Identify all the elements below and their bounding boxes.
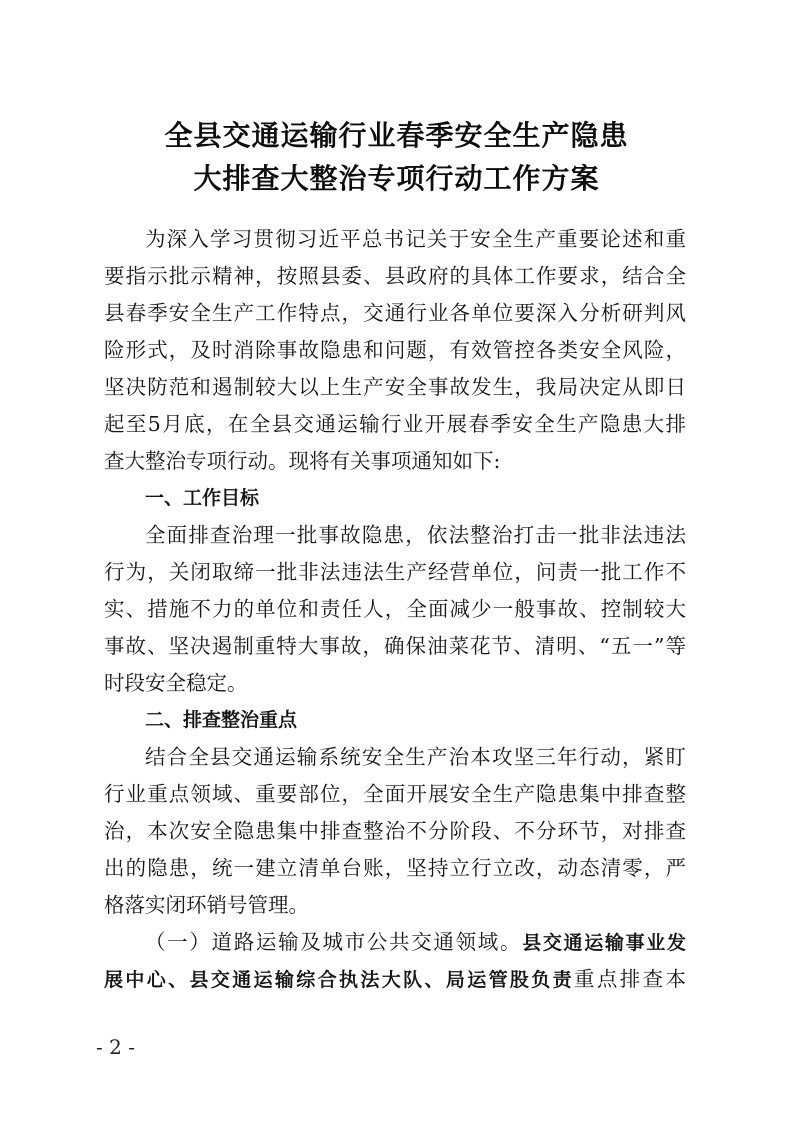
item-1-line-1 [104,924,686,961]
intro-line: 险形式，及时消除事故隐患和问题，有效管控各类安全风险， [104,338,686,362]
document-title-line-1: 全县交通运输行业春季安全生产隐患 [164,119,629,152]
section-1-line: 行为，关闭取缔一批非法违法生产经营单位，问责一批工作不 [104,560,686,584]
item-1-tail: 重点排查本 [574,967,686,991]
section-1-line: 全面排查治理一批事故隐患，依法整治打击一批非法违法 [145,523,686,547]
section-2-line: 行业重点领域、重要部位，全面开展安全生产隐患集中排查整 [104,782,686,806]
intro-line: 起至5月底，在全县交通运输行业开展春季安全生产隐患大排 [104,412,686,436]
document-body [104,221,686,998]
section-1-line: 时段安全稳定。 [104,671,248,695]
intro-line: 县春季安全生产工作特点，交通行业各单位要深入分析研判风 [104,301,686,325]
item-1-line-2 [104,961,686,998]
section-2-line: 格落实闭环销号管理。 [104,893,309,917]
item-1-responsible-part-1: 县交通运输事业发 [522,932,686,954]
page-number: - 2 - [96,1035,135,1059]
section-2-line: 结合全县交通运输系统安全生产治本攻坚三年行动，紧盯 [145,745,686,769]
section-1-heading: 一、工作目标 [145,487,260,509]
item-1-prefix: （一）道路运输及城市公共交通领域。 [145,930,523,954]
intro-line: 坚决防范和遏制较大以上生产安全事故发生，我局决定从即日 [104,375,686,399]
section-2-line: 出的隐患，统一建立清单台账，坚持立行立改，动态清零，严 [104,856,686,880]
intro-line: 为深入学习贯彻习近平总书记关于安全生产重要论述和重 [145,227,686,251]
section-2-heading: 二、排查整治重点 [145,709,298,731]
intro-line: 要指示批示精神，按照县委、县政府的具体工作要求，结合全 [104,264,686,288]
section-1-line: 事故、坚决遏制重特大事故，确保油菜花节、清明、“五一”等 [104,634,686,658]
intro-line: 查大整治专项行动。现将有关事项通知如下: [104,449,501,473]
section-2-line: 治，本次安全隐患集中排查整治不分阶段、不分环节，对排查 [104,819,686,843]
item-1-responsible-part-2: 展中心、县交通运输综合执法大队、局运管股负责 [104,969,575,991]
document-title-line-2: 大排查大整治专项行动工作方案 [193,162,600,195]
section-1-line: 实、措施不力的单位和责任人，全面减少一般事故、控制较大 [104,597,686,621]
